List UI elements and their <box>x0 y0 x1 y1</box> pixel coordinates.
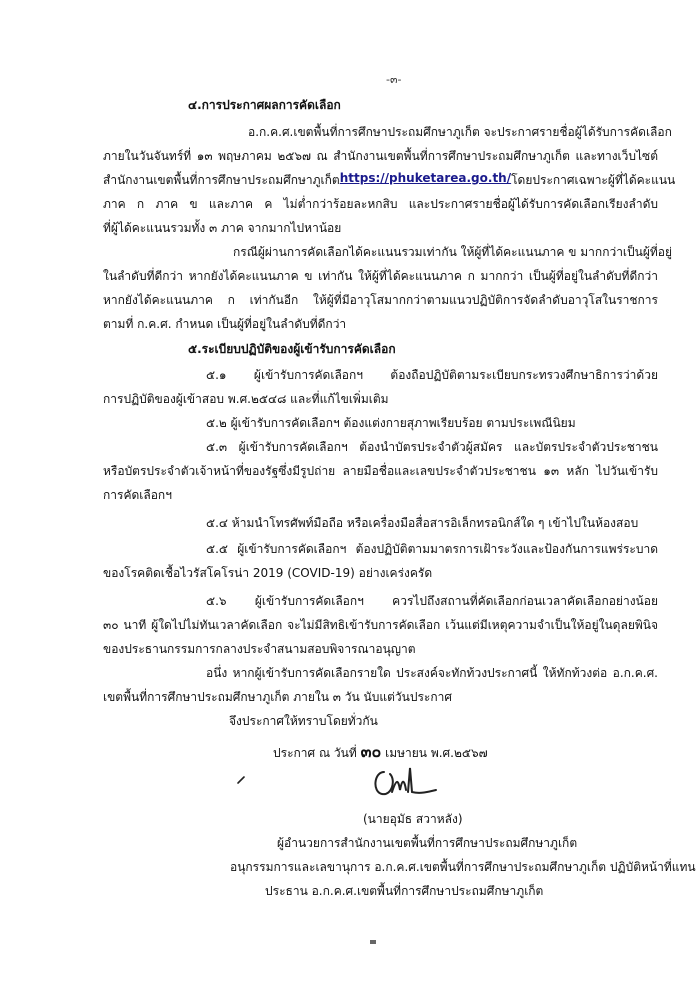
s5-item4: ๕.๔ ห้ามนำโทรศัพท์มือถือ หรือเครื่องมือสื่อสารอิเล็กทรอนิกส์ใด ๆ เข้าไปในห้องสอบ <box>206 516 639 530</box>
closing-line1: อนึ่ง หากผู้เข้ารับการคัดเลือกรายใด ประสงค์จะทักท้วงประกาศนี้ ให้ทักท้วงต่อ อ.ก.ค.ศ. <box>206 666 658 680</box>
s4-p2-line2: ในลำดับที่ดีกว่า หากยังได้คะแนนภาค ข เท่ากัน ให้ผู้ที่ได้คะแนนภาค ก มากกว่า เป็นผู้ที่อยู่ในลำดับที่ดีกว่า <box>103 269 658 283</box>
signatory-title-3: ประธาน อ.ก.ค.ศ.เขตพื้นที่การศึกษาประถมศึกษาภูเก็ต <box>265 884 544 898</box>
s5-item2: ๕.๒ ผู้เข้ารับการคัดเลือกฯ ต้องแต่งกายสุภาพเรียบร้อย ตามประเพณีนิยม <box>206 416 576 430</box>
s5-item6-line3: ของประธานกรรมการกลางประจำสนามสอบพิจารณาอนุญาต <box>103 642 416 656</box>
s4-p2-line1: กรณีผู้ผ่านการคัดเลือกได้คะแนนรวมเท่ากัน ให้ผู้ที่ได้คะแนนภาค ข มากกว่าเป็นผู้ที่อยู่ <box>233 245 673 259</box>
s4-p1-line3-pre: สำนักงานเขตพื้นที่การศึกษาประถมศึกษาภูเก็ต <box>103 173 340 187</box>
s5-item3-line1: ๕.๓ ผู้เข้ารับการคัดเลือกฯ ต้องนำบัตรประจำตัวผู้สมัคร และบัตรประจำตัวประชาชน <box>206 440 658 454</box>
signatory-name: (นายอุมัธ สวาหลัง) <box>363 812 463 826</box>
s5-item1-line2: การปฏิบัติของผู้เข้าสอบ พ.ศ.๒๕๔๘ และที่แก้ไขเพิ่มเติม <box>103 392 389 406</box>
s4-p1-line5: ที่ผู้ได้คะแนนรวมทั้ง ๓ ภาค จากมากไปหาน้อย <box>103 221 342 235</box>
section-4-heading: ๔.การประกาศผลการคัดเลือก <box>188 98 341 112</box>
signatory-title-2: อนุกรรมการและเลขานุการ อ.ก.ค.ศ.เขตพื้นที่การศึกษาประถมศึกษาภูเก็ต ปฏิบัติหน้าที่แทน <box>230 860 696 874</box>
s4-p2-line4: ตามที่ ก.ค.ศ. กำหนด เป็นผู้ที่อยู่ในลำดับที่ดีกว่า <box>103 317 347 331</box>
s5-item3-line2: หรือบัตรประจำตัวเจ้าหน้าที่ของรัฐซึ่งมีรูปถ่าย ลายมือชื่อและเลขประจำตัวประชาชน ๑๓ หลัก ไปวันเข้ารับ <box>103 464 658 478</box>
section-5-heading: ๕.ระเบียบปฏิบัติของผู้เข้ารับการคัดเลือก <box>188 342 396 356</box>
date-suffix: เมษายน พ.ศ.๒๕๖๗ <box>385 746 488 760</box>
s4-p1-line3 <box>103 171 676 190</box>
page-number: -๓- <box>386 73 402 86</box>
s5-item5-line2: ของโรคติดเชื้อไวรัสโคโรน่า 2019 (COVID-19) อย่างเคร่งครัด <box>103 566 433 580</box>
s4-p2-line3: หากยังได้คะแนนภาค ก เท่ากันอีก ให้ผู้ที่มีอาวุโสมากกว่าตามแนวปฏิบัติการจัดลำดับอาวุโสในราชการ <box>103 293 658 307</box>
s5-item6-line1: ๕.๖ ผู้เข้ารับการคัดเลือกฯ ควรไปถึงสถานที่คัดเลือกก่อนเวลาคัดเลือกอย่างน้อย <box>206 594 658 608</box>
s4-p1-line3-post: โดยประกาศเฉพาะผู้ที่ได้คะแนน <box>511 173 676 187</box>
s5-item5-line1: ๕.๕ ผู้เข้ารับการคัดเลือกฯ ต้องปฏิบัติตามมาตรการเฝ้าระวังและป้องกันการแพร่ระบาด <box>206 542 658 556</box>
scan-dot-icon <box>370 940 376 944</box>
closing-line2: เขตพื้นที่การศึกษาประถมศึกษาภูเก็ต ภายใน ๓ วัน นับแต่วันประกาศ <box>103 690 452 704</box>
pen-mark-icon <box>236 775 248 785</box>
date-prefix: ประกาศ ณ วันที่ <box>273 746 357 760</box>
s4-p1-line4: ภาค ก ภาค ข และภาค ค ไม่ต่ำกว่าร้อยละหกสิบ และประกาศรายชื่อผู้ได้รับการคัดเลือกเรียงลำดับ <box>103 197 658 211</box>
date-day: ๓๐ <box>360 742 382 761</box>
website-link[interactable]: https://phuketarea.go.th/ <box>339 171 512 185</box>
s5-item1-line1: ๕.๑ ผู้เข้ารับการคัดเลือกฯ ต้องถือปฏิบัติตามระเบียบกระทรวงศึกษาธิการว่าด้วย <box>206 368 658 382</box>
s4-p1-line1: อ.ก.ค.ศ.เขตพื้นที่การศึกษาประถมศึกษาภูเก็ต จะประกาศรายชื่อผู้ได้รับการคัดเลือก <box>248 125 672 139</box>
announce-text: จึงประกาศให้ทราบโดยทั่วกัน <box>229 714 378 728</box>
signature-icon <box>370 762 440 802</box>
s4-p1-line2: ภายในวันจันทร์ที่ ๑๓ พฤษภาคม ๒๕๖๗ ณ สำนักงานเขตพื้นที่การศึกษาประถมศึกษาภูเก็ต และทางเว็บไซต์ <box>103 149 658 163</box>
signatory-title-1: ผู้อำนวยการสำนักงานเขตพื้นที่การศึกษาประถมศึกษาภูเก็ต <box>277 836 578 850</box>
s5-item3-line3: การคัดเลือกฯ <box>103 488 172 502</box>
s5-item6-line2: ๓๐ นาที ผู้ใดไปไม่ทันเวลาคัดเลือก จะไม่มีสิทธิเข้ารับการคัดเลือก เว้นแต่มีเหตุความจำเป็นให้อยู่ในดุลยพินิจ <box>103 618 658 632</box>
